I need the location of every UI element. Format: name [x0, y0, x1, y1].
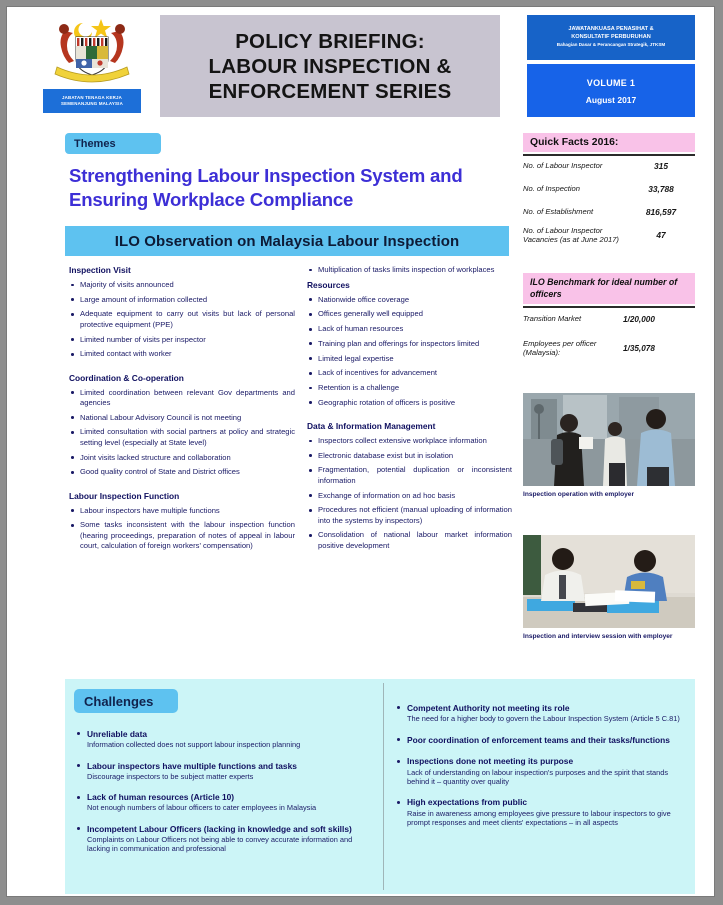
quick-fact-value: 33,788 — [648, 183, 674, 194]
bullet-item: Geographic rotation of officers is positive — [307, 398, 512, 408]
bullet-item: Adequate equipment to carry out visits but lack of personal protective equipment (PPE) — [69, 309, 295, 330]
challenges-section — [65, 679, 695, 894]
bullet-item: Limited legal expertise — [307, 354, 512, 364]
inspection-interview-photo — [523, 535, 695, 628]
bullet-item: Lack of incentives for advancement — [307, 368, 512, 378]
challenge-item — [75, 729, 371, 750]
challenges-right-column — [395, 703, 685, 838]
bullet-list — [69, 280, 295, 360]
quick-facts-heading: Quick Facts 2016: — [523, 133, 695, 152]
benchmark-label: Employees per officer (Malaysia): — [523, 339, 597, 358]
benchmark-value: 1/35,078 — [623, 343, 655, 353]
challenge-title: Poor coordination of enforcement teams and their tasks/functions — [407, 734, 670, 745]
challenge-detail: Information collected does not support labour inspection planning — [87, 740, 301, 750]
challenge-title: Lack of human resources (Article 10) — [87, 792, 235, 803]
title-line-3: ENFORCEMENT SERIES — [208, 79, 452, 103]
bullet-item: Procedures not efficient (manual uploading of information into the systems by inspectors) — [307, 505, 512, 526]
bullet-item: Training plan and offerings for inspectors limited — [307, 339, 512, 349]
bullet-item: Large amount of information collected — [69, 295, 295, 305]
volume-box — [527, 64, 695, 117]
challenge-item — [395, 797, 685, 827]
title-line-2: LABOUR INSPECTION & — [208, 54, 452, 78]
section-heading: Coordination & Co-operation — [69, 372, 184, 383]
challenges-badge: Challenges — [74, 689, 178, 713]
org-line-3: Bahagian Dasar & Perancangan Strategik, JTKSM — [556, 42, 666, 48]
challenges-divider — [383, 683, 384, 890]
title-line-1: POLICY BRIEFING: — [235, 29, 425, 53]
bullet-item: Lack of human resources — [307, 324, 512, 334]
challenge-detail: Lack of understanding on labour inspection's purposes and the spirit that stands behind it – quantity over quality — [407, 767, 669, 786]
ilo-benchmark-heading: ILO Benchmark for ideal number of officers — [523, 273, 695, 304]
page-title — [160, 15, 500, 117]
challenges-left-column — [75, 729, 371, 865]
bullet-item: Good quality control of State and District offices — [69, 467, 295, 477]
challenge-detail: Complaints on Labour Officers not being able to convey accurate information and lacking in communication and professional — [87, 835, 353, 854]
challenge-title: High expectations from public — [407, 797, 528, 808]
bullet-item: Offices generally well equipped — [307, 309, 512, 319]
quick-fact-row — [523, 226, 695, 245]
challenge-title: Competent Authority not meeting its role — [407, 703, 570, 713]
bullet-list — [69, 388, 295, 478]
challenge-title: Labour inspectors have multiple functions and tasks — [87, 760, 297, 771]
volume-label: VOLUME 1 — [586, 77, 636, 88]
challenge-title: Unreliable data — [87, 729, 148, 739]
section-heading: Data & Information Management — [307, 421, 436, 432]
ilo-benchmark-table — [523, 311, 695, 370]
bullet-item: Exchange of information on ad hoc basis — [307, 491, 512, 501]
bullet-item: Limited consultation with social partners at policy and strategic setting level (especially at State level) — [69, 427, 295, 448]
quick-fact-label: No. of Inspection — [523, 183, 580, 193]
section-heading: Resources — [307, 279, 350, 290]
page-header — [7, 7, 715, 125]
bullet-list — [69, 506, 295, 552]
challenge-title: Inspections done not meeting its purpose — [407, 756, 574, 767]
benchmark-label: Transition Market — [523, 314, 582, 324]
photo-caption-2: Inspection and interview session with employer — [523, 633, 673, 640]
bullet-item: Consolidation of national labour market information positive development — [307, 530, 512, 551]
challenge-item — [75, 824, 371, 854]
bullet-item: Limited number of visits per inspector — [69, 335, 295, 345]
challenge-detail: Discourage inspectors to be subject matter experts — [87, 771, 254, 781]
bullet-list — [307, 295, 512, 408]
benchmark-rule — [523, 306, 695, 308]
benchmark-row — [523, 339, 695, 358]
briefing-page — [6, 6, 715, 897]
bullet-item: Multiplication of tasks limits inspection of workplaces — [307, 265, 512, 275]
quick-facts-rule — [523, 154, 695, 156]
bullet-item: National Labour Advisory Council is not meeting — [69, 413, 295, 423]
challenge-item — [395, 735, 685, 746]
theme-title: Strengthening Labour Inspection System and Ensuring Workplace Compliance — [69, 165, 463, 210]
challenge-title: Incompetent Labour Officers (lacking in knowledge and soft skills) — [87, 823, 352, 834]
observation-left-column — [69, 265, 295, 556]
section-heading: Labour Inspection Function — [69, 490, 180, 501]
quick-fact-value: 315 — [654, 160, 668, 171]
observation-mid-column — [307, 265, 512, 555]
quick-fact-label: No. of Establishment — [523, 206, 594, 216]
malaysia-coat-of-arms-icon — [43, 11, 141, 91]
challenge-item — [395, 703, 685, 724]
quick-fact-value: 47 — [656, 230, 666, 241]
quick-fact-row — [523, 203, 695, 220]
ilo-observation-banner: ILO Observation on Malaysia Labour Inspection — [65, 226, 509, 256]
quick-facts-table — [523, 157, 695, 251]
bullet-item: Electronic database exist but in isolation — [307, 451, 512, 461]
section-heading: Inspection Visit — [69, 265, 131, 275]
bullet-item: Labour inspectors have multiple functions — [69, 506, 295, 516]
bullet-item: Majority of visits announced — [69, 280, 295, 290]
challenge-item — [75, 792, 371, 813]
bullet-item: Fragmentation, potential duplication or inconsistent information — [307, 465, 512, 486]
logo-caption: JABATAN TENAGA KERJA SEMENANJUNG MALAYSIA — [43, 89, 141, 113]
bullet-list — [307, 265, 512, 275]
themes-badge: Themes — [65, 133, 161, 154]
bullet-item: Inspectors collect extensive workplace information — [307, 436, 512, 446]
bullet-item: Limited coordination between relevant Gov departments and agencies — [69, 388, 295, 409]
benchmark-row — [523, 311, 695, 327]
challenge-item — [395, 756, 685, 786]
quick-fact-row — [523, 180, 695, 197]
challenge-detail: Raise in awareness among employees give pressure to labour inspectors to give prompt responses and meet clients' expectations – in all aspects — [407, 808, 671, 827]
issue-date: August 2017 — [585, 94, 637, 105]
challenge-item — [75, 761, 371, 782]
bullet-item: Retention is a challenge — [307, 383, 512, 393]
department-logo — [37, 11, 147, 123]
quick-fact-row — [523, 157, 695, 174]
inspection-operation-photo — [523, 393, 695, 486]
bullet-item: Joint visits lacked structure and collaboration — [69, 453, 295, 463]
benchmark-value: 1/20,000 — [623, 314, 655, 324]
challenge-detail: The need for a higher body to govern the Labour Inspection System (Article 5 C.81) — [407, 714, 680, 724]
quick-fact-value: 816,597 — [645, 206, 677, 217]
org-line-2: KONSULTATIF PERBURUHAN — [571, 33, 651, 40]
bullet-item: Nationwide office coverage — [307, 295, 512, 305]
quick-fact-label: No. of Labour Inspector Vacancies (as at June 2017) — [523, 226, 619, 245]
org-line-1: JAWATANKUASA PENASIHAT & — [568, 26, 654, 33]
photo-caption-1: Inspection operation with employer — [523, 491, 635, 498]
bullet-item: Limited contact with worker — [69, 349, 295, 359]
bullet-item: Some tasks inconsistent with the labour inspection function (hearing proceedings, preparation of notes of appeal in labour court, calculation of foreign workers' compensation) — [69, 520, 295, 551]
quick-fact-label: No. of Labour Inspector — [523, 160, 603, 170]
issuing-committee-box — [527, 15, 695, 60]
bullet-list — [307, 436, 512, 551]
challenge-detail: Not enough numbers of labour officers to cater employees in Malaysia — [87, 803, 317, 813]
